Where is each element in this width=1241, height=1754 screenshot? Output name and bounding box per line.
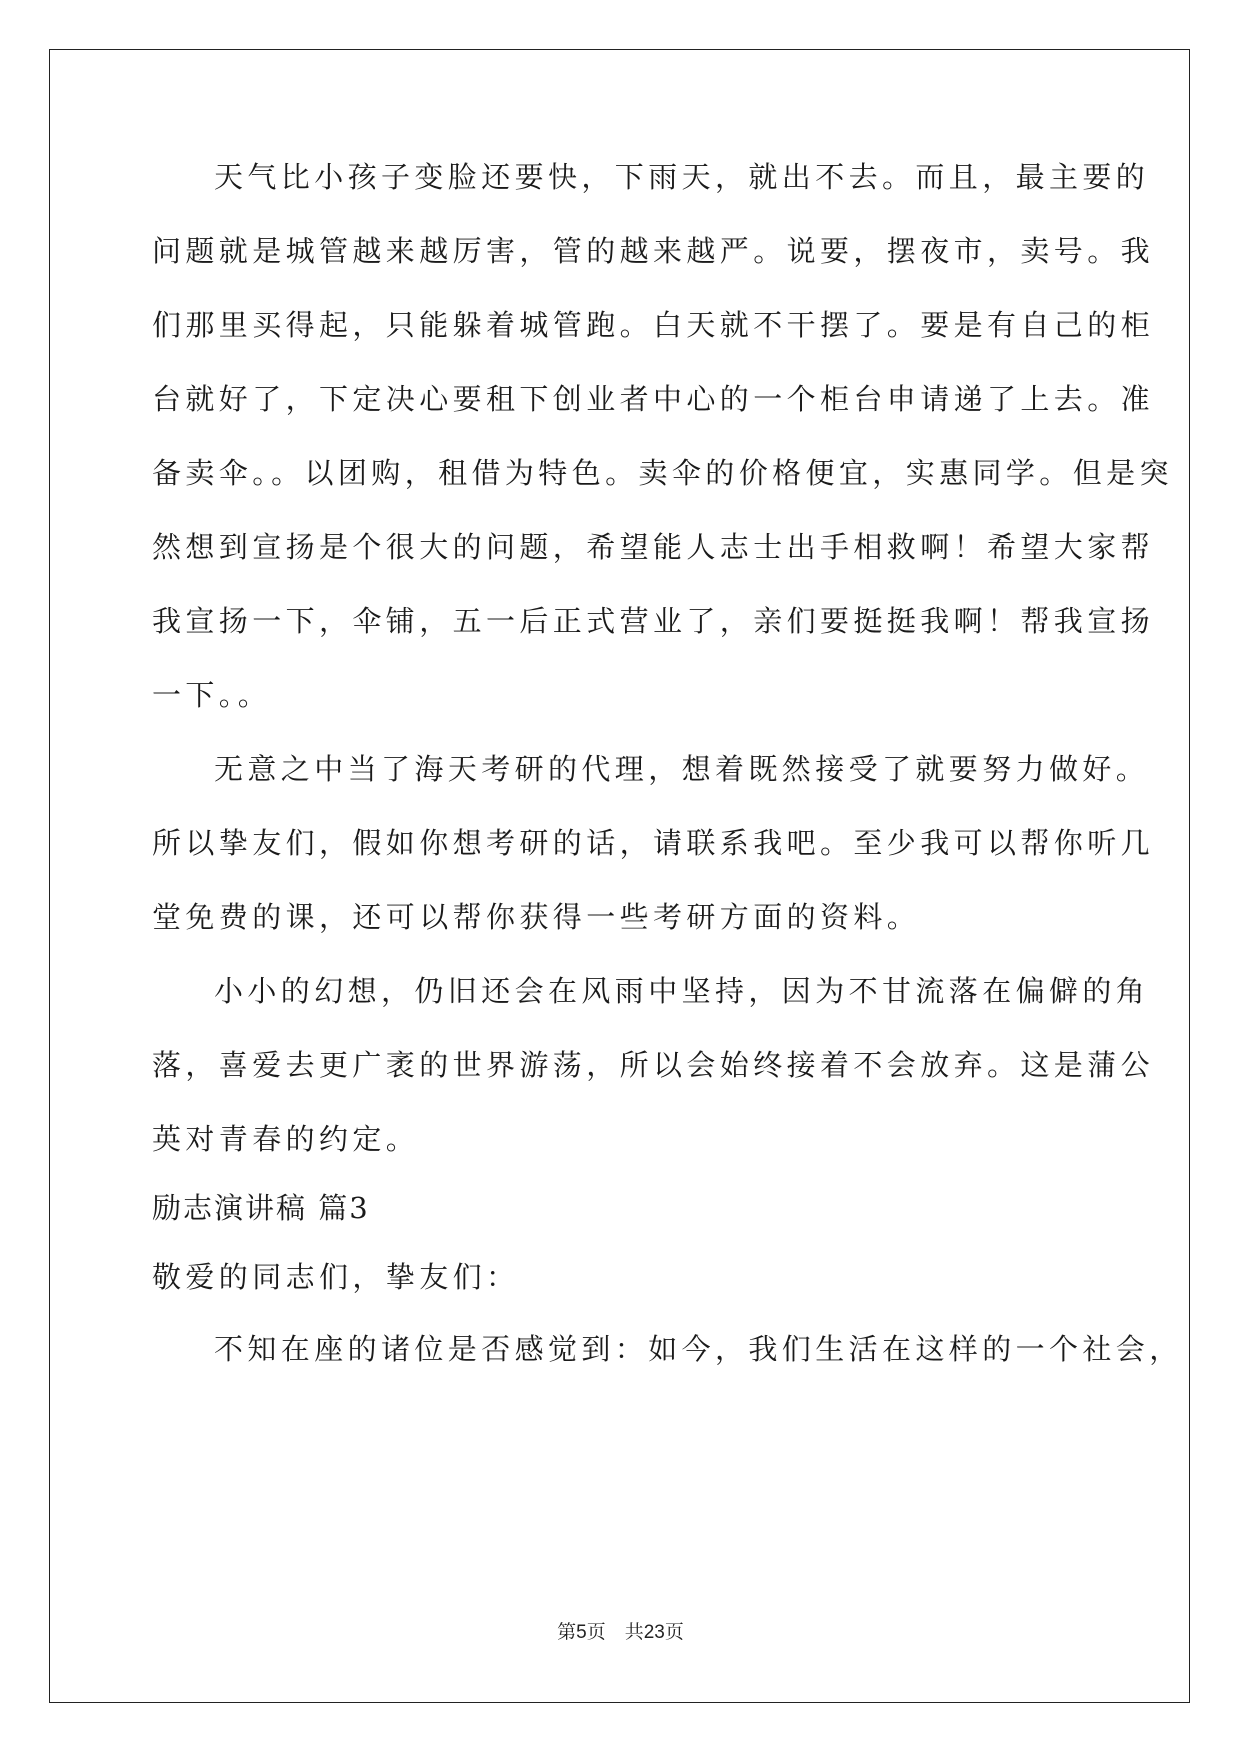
paragraph-line: 天气比小孩子变脸还要快，下雨天，就出不去。而且，最主要的 <box>214 160 1150 194</box>
paragraph-line: 所以挚友们，假如你想考研的话，请联系我吧。至少我可以帮你听几 <box>152 826 1155 860</box>
paragraph-line: 一下。。 <box>152 678 272 712</box>
paragraph-line: 无意之中当了海天考研的代理，想着既然接受了就要努力做好。 <box>214 752 1150 786</box>
paragraph-line: 台就好了，下定决心要租下创业者中心的一个柜台申请递了上去。准 <box>152 382 1155 416</box>
total-page-number: 23 <box>643 1622 665 1643</box>
current-page-number: 5 <box>576 1622 587 1643</box>
paragraph-line: 落，喜爱去更广袤的世界游荡，所以会始终接着不会放弃。这是蒲公 <box>152 1048 1155 1082</box>
footer-suffix: 页 <box>664 1621 684 1643</box>
page-border <box>49 49 1190 1703</box>
paragraph-line: 英对青春的约定。 <box>152 1122 420 1156</box>
page-number-footer <box>0 1617 1241 1644</box>
paragraph-line: 小小的幻想，仍旧还会在风雨中坚持，因为不甘流落在偏僻的角 <box>214 974 1150 1008</box>
paragraph-line: 然想到宣扬是个很大的问题，希望能人志士出手相救啊！希望大家帮 <box>152 530 1155 564</box>
paragraph-line: 我宣扬一下，伞铺，五一后正式营业了，亲们要挺挺我啊！帮我宣扬 <box>152 604 1155 638</box>
paragraph-line: 不知在座的诸位是否感觉到：如今，我们生活在这样的一个社会， <box>214 1332 1183 1366</box>
paragraph-line: 备卖伞。。以团购，租借为特色。卖伞的价格便宜，实惠同学。但是突 <box>152 456 1173 490</box>
section-heading: 励志演讲稿 篇3 <box>152 1191 370 1225</box>
paragraph-line: 们那里买得起，只能躲着城管跑。白天就不干摆了。要是有自己的柜 <box>152 308 1155 342</box>
paragraph-line: 问题就是城管越来越厉害，管的越来越严。说要，摆夜市，卖号。我 <box>152 234 1155 268</box>
salutation: 敬爱的同志们，挚友们： <box>152 1260 520 1294</box>
footer-prefix: 第 <box>557 1621 577 1643</box>
paragraph-line: 堂免费的课，还可以帮你获得一些考研方面的资料。 <box>152 900 921 934</box>
footer-mid: 页 共 <box>586 1621 644 1643</box>
